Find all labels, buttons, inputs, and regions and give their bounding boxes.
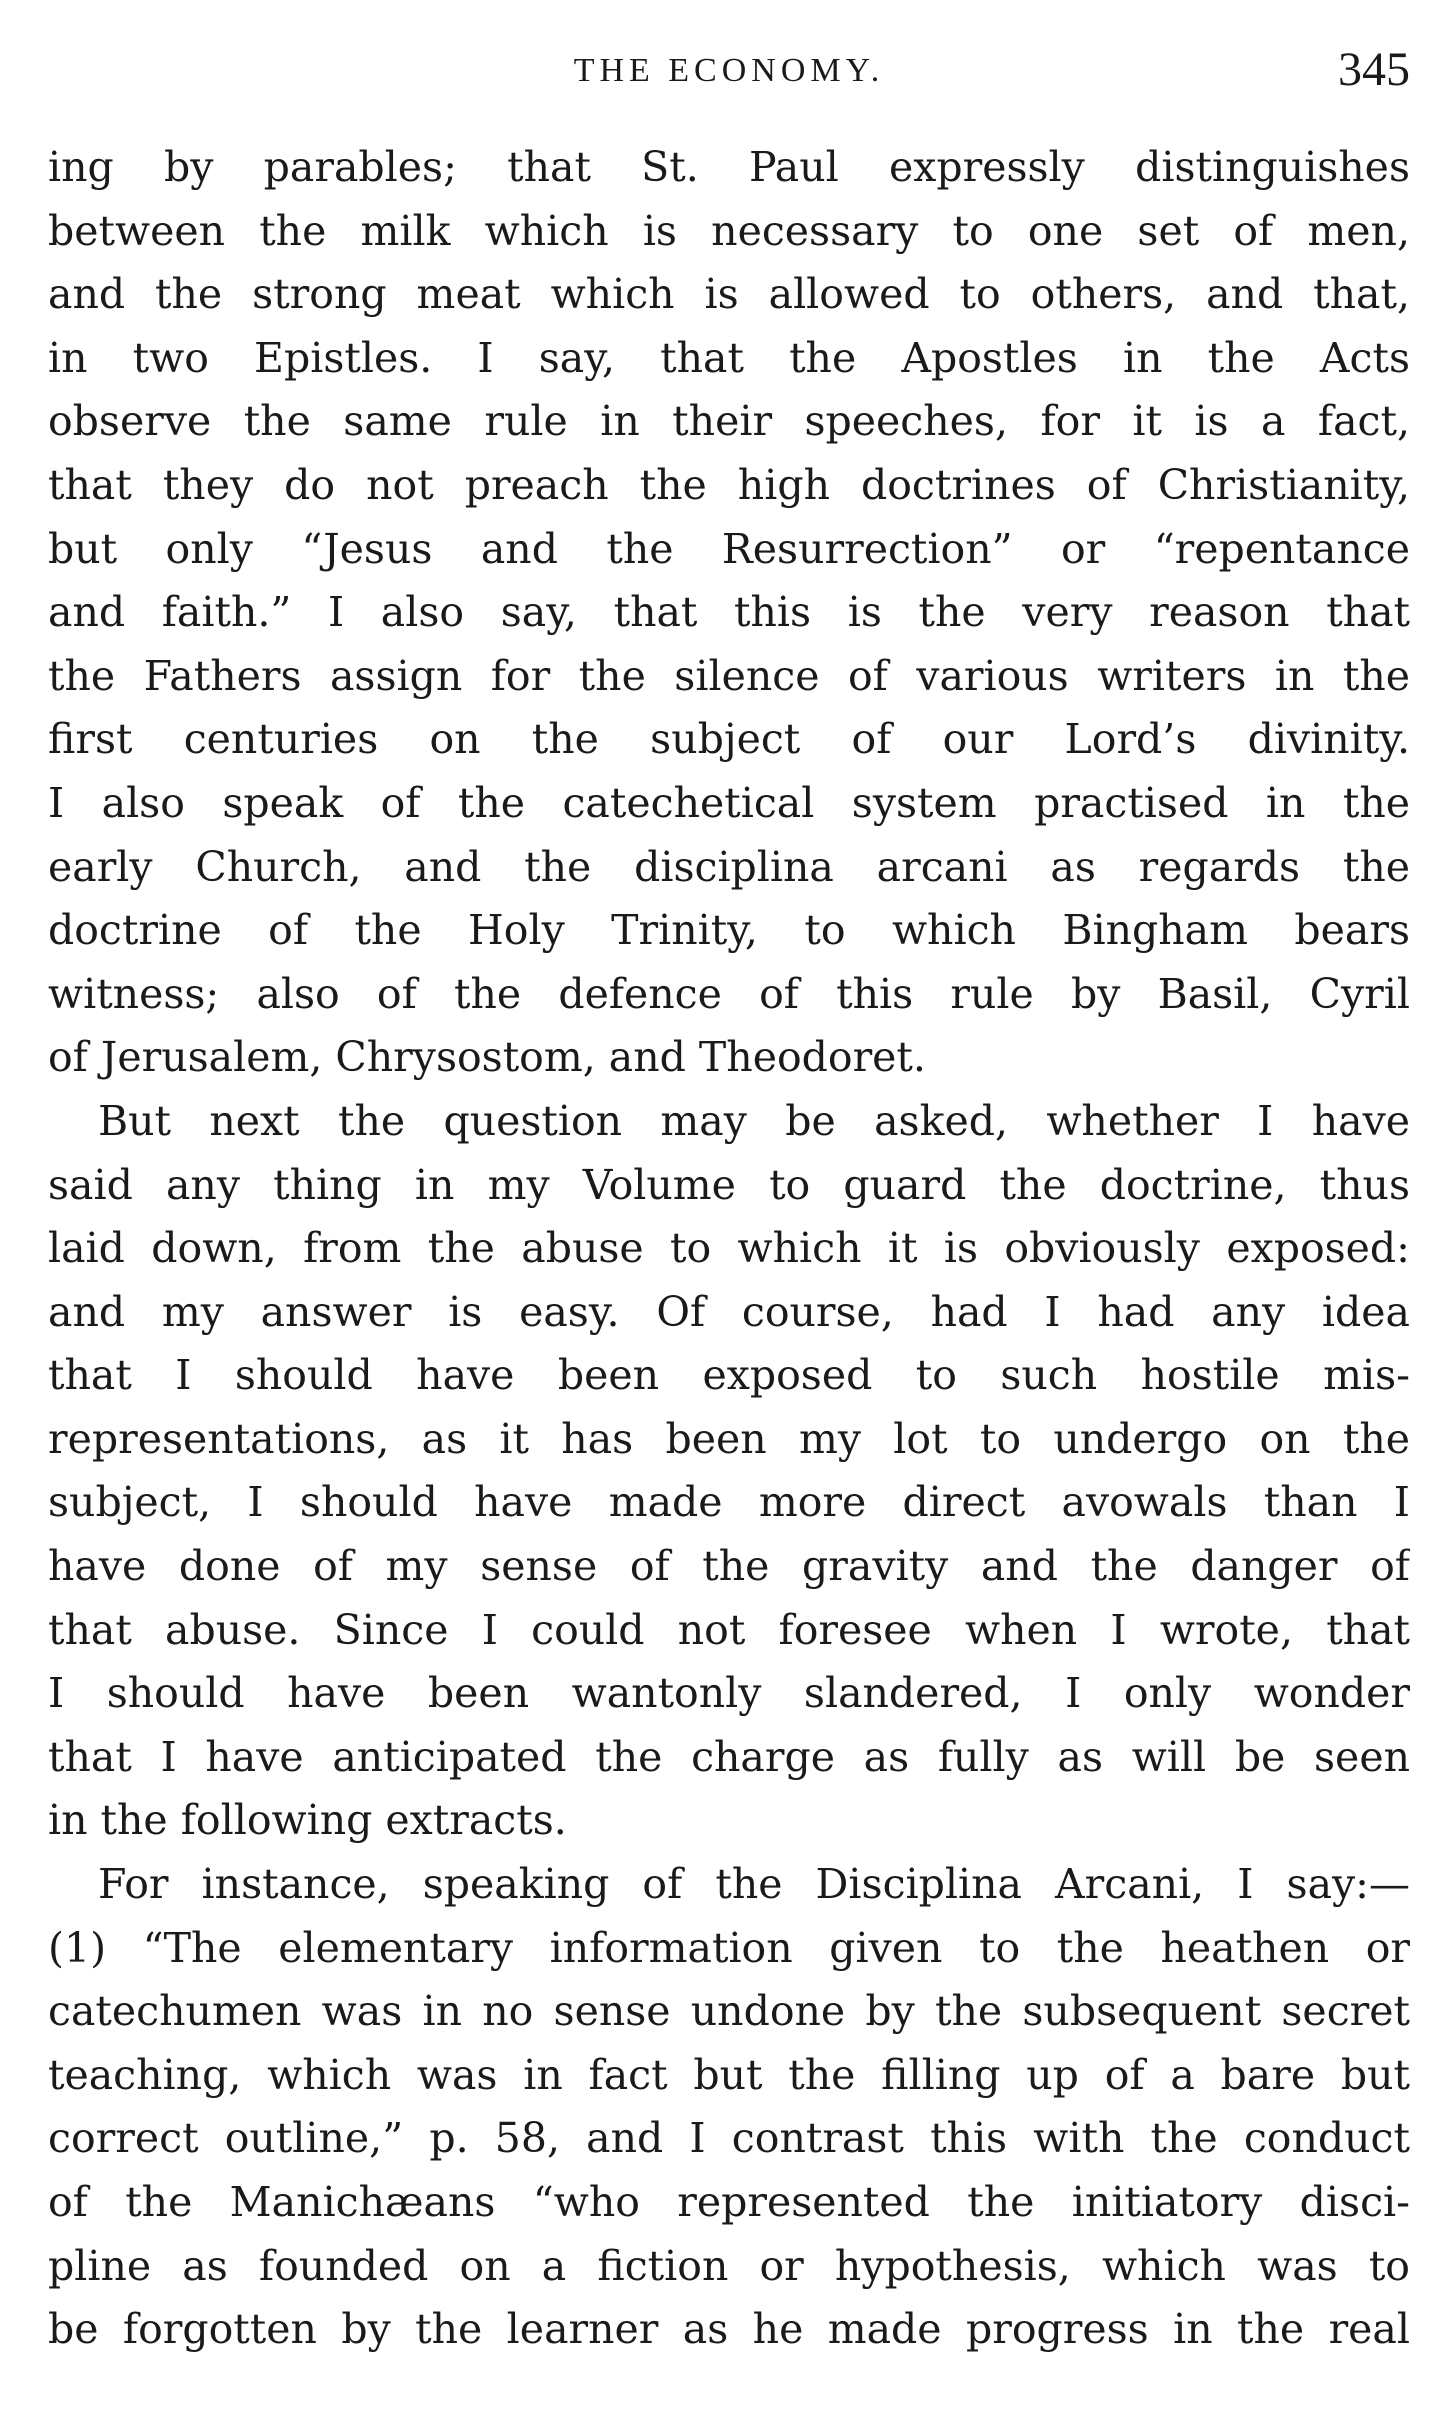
text-line: catechumen was in no sense undone by the subsequent secret [48, 1987, 1410, 2036]
text-line: and faith.” I also say, that this is the very reason that [48, 588, 1410, 637]
text-line: and the strong meat which is allowed to others, and that, [48, 270, 1410, 319]
text-line: correct outline,” p. 58, and I contrast this with the conduct [48, 2114, 1410, 2163]
text-line: ing by parables; that St. Paul expressly distinguishes [48, 143, 1410, 191]
running-head [48, 40, 1410, 110]
text-line: witness; also of the defence of this rule by Basil, Cyril [48, 969, 1410, 1018]
text-line: but only “Jesus and the Resurrection” or “repentance [48, 524, 1410, 573]
text-line: and my answer is easy. Of course, had I had any idea [48, 1287, 1410, 1336]
text-line: I also speak of the catechetical system practised in the [48, 778, 1410, 827]
text-line: that abuse. Since I could not foresee when I wrote, that [48, 1605, 1410, 1654]
text-line: in two Epistles. I say, that the Apostles in the Acts [48, 333, 1410, 382]
text-line: early Church, and the disciplina arcani as regards the [48, 842, 1410, 891]
text-line: observe the same rule in their speeches, for it is a fact, [48, 397, 1410, 446]
text-line: that I should have been exposed to such hostile mis- [48, 1351, 1410, 1400]
text-line: between the milk which is necessary to one set of men, [48, 206, 1410, 255]
text-line: laid down, from the abuse to which it is obviously exposed: [48, 1224, 1410, 1273]
text-line: in the following extracts. [48, 1796, 567, 1845]
text-line: of the Manichæans “who represented the initiatory disci- [48, 2178, 1410, 2226]
text-line: I should have been wantonly slandered, I only wonder [48, 1669, 1410, 1718]
text-line: subject, I should have made more direct avowals than I [48, 1478, 1410, 1527]
body-text [48, 136, 1410, 2362]
text-line: that I have anticipated the charge as fully as will be seen [48, 1732, 1410, 1781]
text-line: teaching, which was in fact but the filling up of a bare but [48, 2050, 1410, 2099]
text-line: of Jerusalem, Chrysostom, and Theodoret. [48, 1033, 926, 1082]
text-line: But next the question may be asked, whether I have [98, 1096, 1410, 1145]
text-line: be forgotten by the learner as he made progress in the real [48, 2305, 1410, 2354]
text-line: the Fathers assign for the silence of various writers in the [48, 651, 1410, 700]
text-line: doctrine of the Holy Trinity, to which Bingham bears [48, 906, 1410, 955]
text-line: have done of my sense of the gravity and the danger of [48, 1542, 1410, 1591]
text-line: first centuries on the subject of our Lord’s divinity. [48, 715, 1410, 764]
text-line: For instance, speaking of the Disciplina Arcani, I say:— [98, 1860, 1410, 1909]
text-line: that they do not preach the high doctrines of Christianity, [48, 460, 1410, 509]
running-title: THE ECONOMY. [573, 52, 885, 89]
text-line: (1) “The elementary information given to the heathen or [48, 1923, 1410, 1972]
text-line: pline as founded on a fiction or hypothesis, which was to [48, 2241, 1410, 2290]
text-line: representations, as it has been my lot to undergo on the [48, 1414, 1410, 1463]
book-page [48, 40, 1410, 2362]
page-number: 345 [1338, 43, 1410, 96]
text-line: said any thing in my Volume to guard the doctrine, thus [48, 1160, 1410, 1209]
